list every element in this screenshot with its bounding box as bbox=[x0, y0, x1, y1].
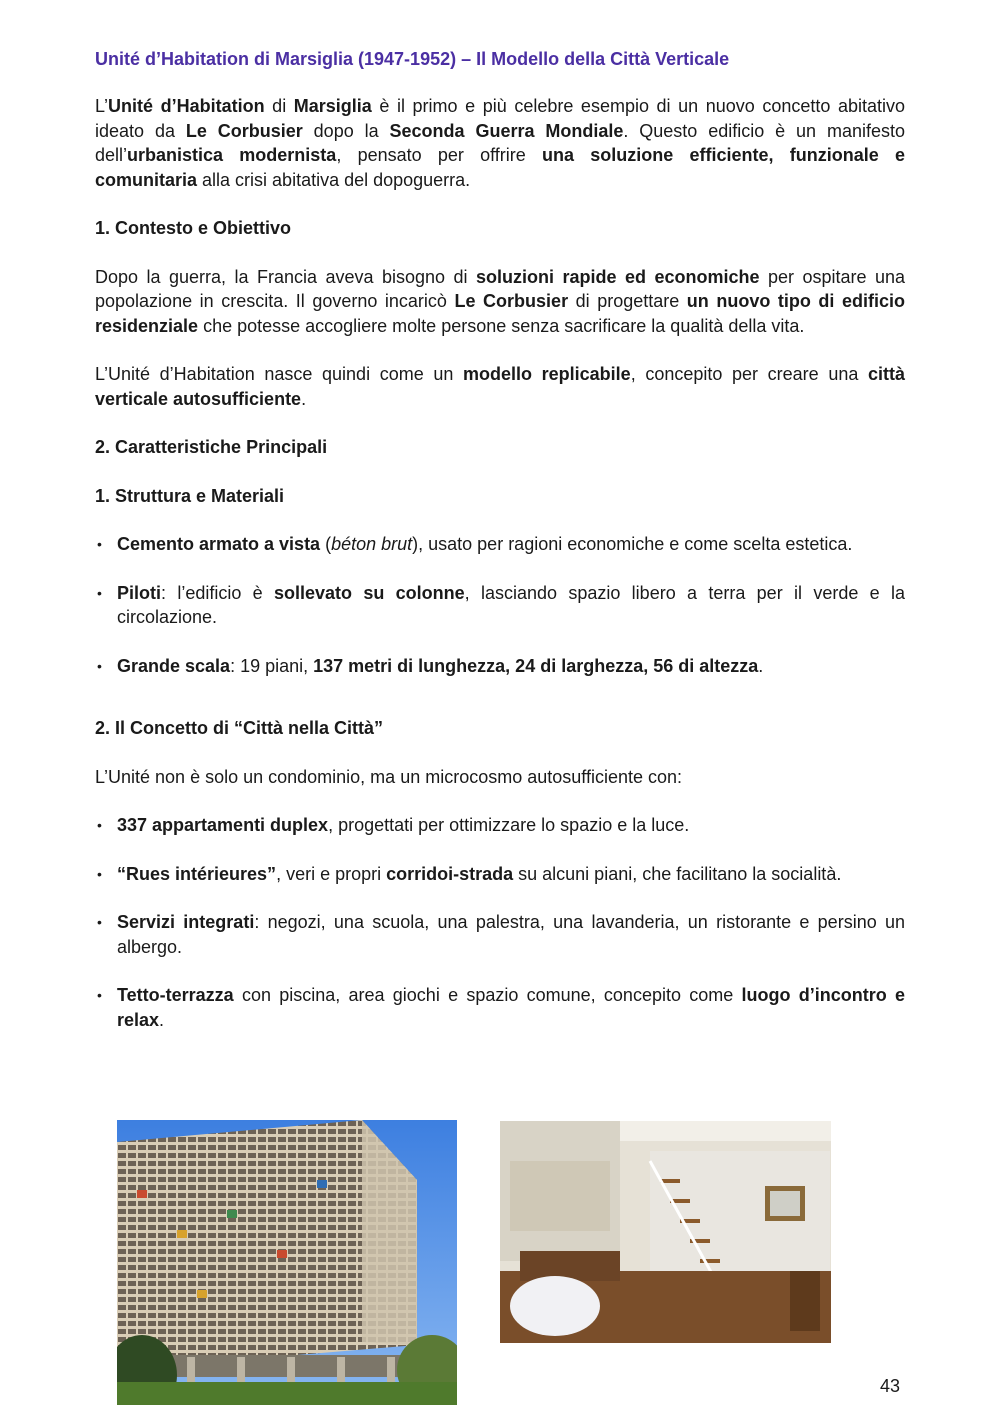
list-item: • Piloti: l’edificio è sollevato su colonne, lasciando spazio libero a terra per il verde e la circolazione. bbox=[95, 581, 905, 630]
citta-list bbox=[95, 813, 905, 1032]
subsection-heading-struttura: 1. Struttura e Materiali bbox=[95, 485, 285, 506]
contesto-paragraph-2: L’Unité d’Habitation nasce quindi come un modello replicabile, concepito per creare una città verticale autosufficiente. bbox=[95, 364, 906, 409]
page-content bbox=[95, 46, 905, 1032]
building-exterior-photo bbox=[117, 1120, 457, 1405]
contesto-paragraph-1: Dopo la guerra, la Francia aveva bisogno di soluzioni rapide ed economiche per ospitare una popolazione in crescita. Il governo incaricò Le Corbusier di progettare un nuovo tipo di edificio residenziale che potesse accogliere molte persone senza sacrificare la qualità della vita. bbox=[95, 266, 905, 336]
list-item: • Tetto-terrazza con piscina, area giochi e spazio comune, concepito come luogo d’incontro e relax. bbox=[95, 983, 905, 1032]
page-title: Unité d’Habitation di Marsiglia (1947-1952) – Il Modello della Città Verticale bbox=[95, 49, 730, 69]
apartment-interior-photo bbox=[500, 1121, 831, 1343]
list-item: • Servizi integrati: negozi, una scuola, una palestra, una lavanderia, un ristorante e persino un albergo. bbox=[95, 910, 905, 959]
photo-row bbox=[117, 1120, 833, 1405]
list-item: • Cemento armato a vista (béton brut), usato per ragioni economiche e come scelta estetica. bbox=[95, 532, 905, 557]
list-item: • 337 appartamenti duplex, progettati per ottimizzare lo spazio e la luce. bbox=[95, 813, 905, 838]
citta-intro: L’Unité non è solo un condominio, ma un microcosmo autosufficiente con: bbox=[95, 766, 683, 787]
page-number: 43 bbox=[880, 1376, 901, 1396]
section-heading-caratteristiche: 2. Caratteristiche Principali bbox=[95, 437, 328, 457]
list-item: • Grande scala: 19 piani, 137 metri di lunghezza, 24 di larghezza, 56 di altezza. bbox=[95, 654, 905, 679]
section-heading-contesto: 1. Contesto e Obiettivo bbox=[95, 218, 292, 238]
intro-paragraph: L’Unité d’Habitation di Marsiglia è il primo e più celebre esempio di un nuovo concetto abitativo ideato da Le Corbusier dopo la Seconda Guerra Mondiale. Questo edificio è un manifesto dell’urbanistica modernista, pensato per offrire una soluzione efficiente, funzionale e comunitaria alla crisi abitativa del dopoguerra. bbox=[95, 96, 906, 190]
struttura-list bbox=[95, 532, 905, 678]
list-item: • “Rues intérieures”, veri e propri corridoi-strada su alcuni piani, che facilitano la socialità. bbox=[95, 862, 905, 887]
subsection-heading-citta: 2. Il Concetto di “Città nella Città” bbox=[95, 718, 384, 738]
